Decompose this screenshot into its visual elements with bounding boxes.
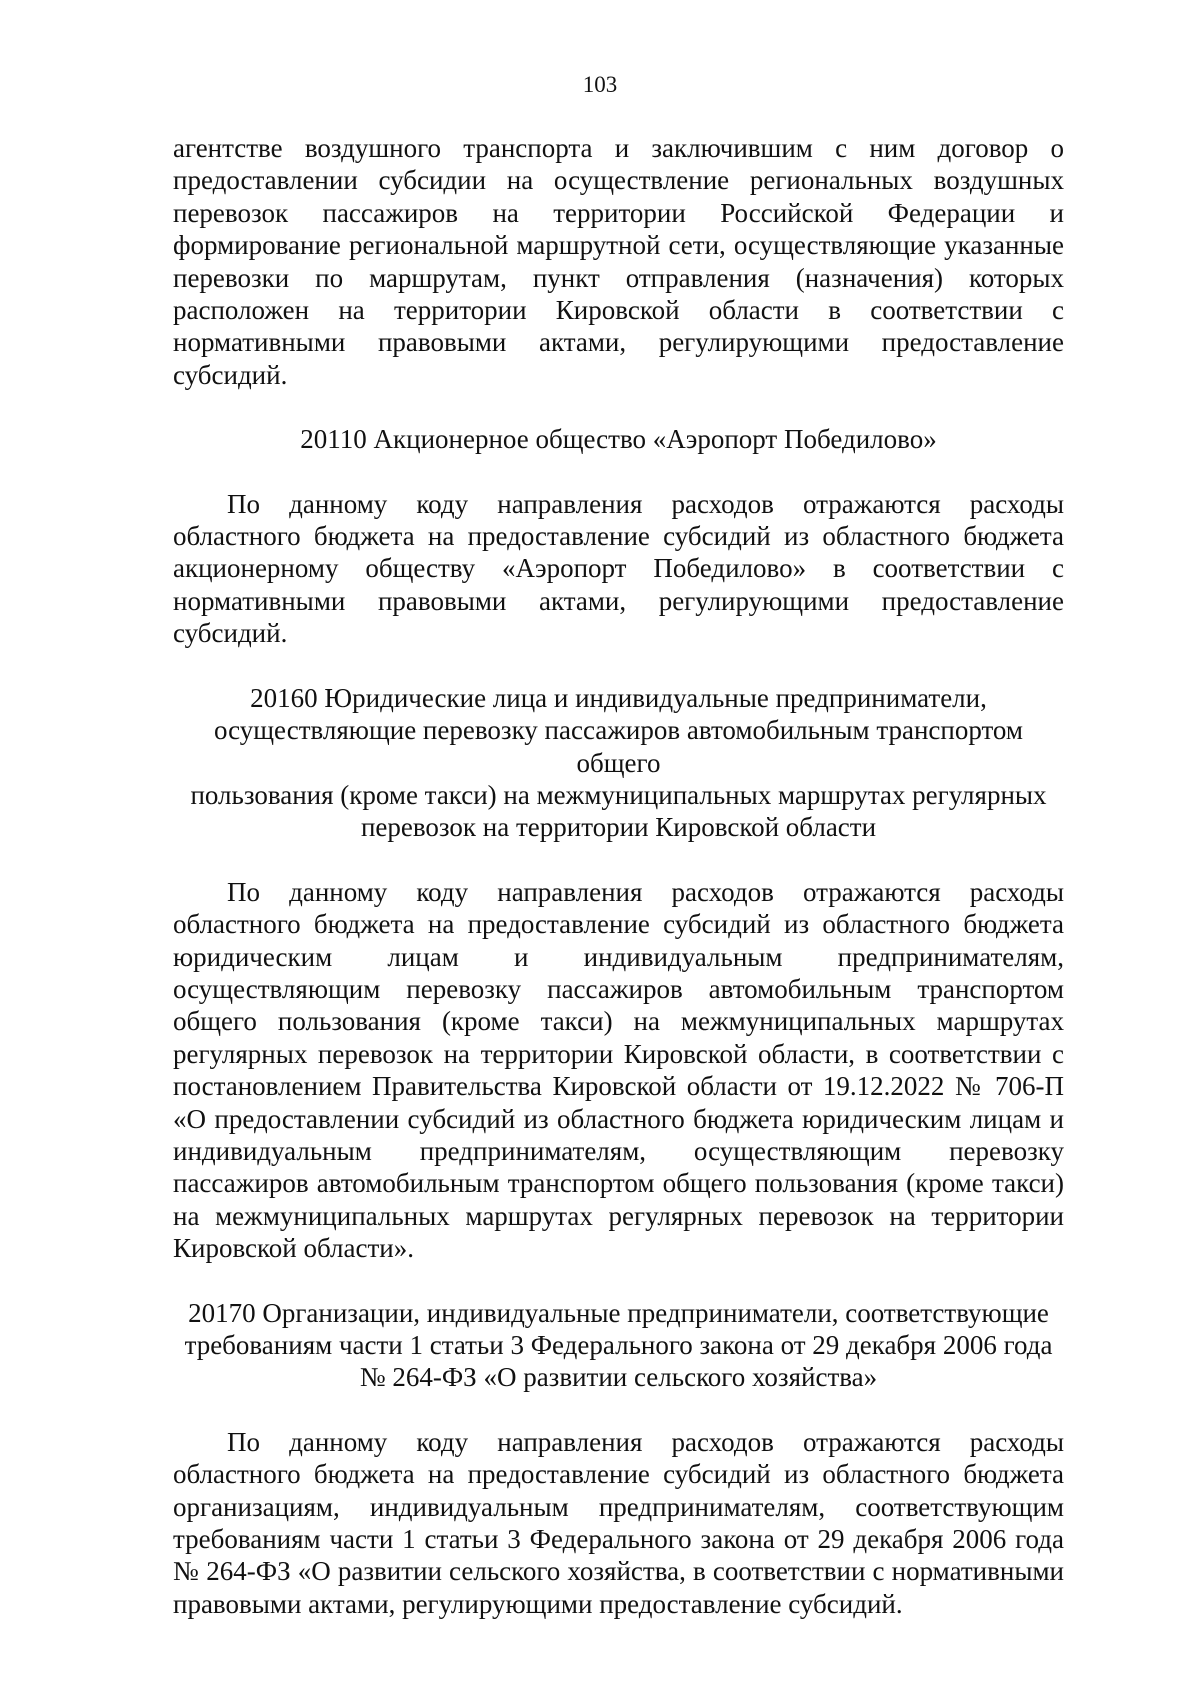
page-number: 103 — [582, 72, 618, 97]
heading-line: осуществляющие перевозку пассажиров автомобильным транспортом общего — [213, 715, 1024, 778]
paragraph-20160: По данному коду направления расходов отражаются расходы областного бюджета на предоставление субсидий из областного бюджета юридическим лицам и индивидуальным предпринимателям, осуществляющим перевозку пассажиров автомобильным транспортом общего пользования (кроме такси) на межмуниципальных маршрутах регулярных перевозок на территории Кировской области, в соответствии с постановлением Правительства Кировской области от 19.12.2022 № 706-П «О предоставлении субсидий из областного бюджета юридическим лицам и индивидуальным предпринимателям, осуществляющим перевозку пассажиров автомобильным транспортом общего пользования (кроме такси) на межмуниципальных маршрутах регулярных перевозок на территории Кировской области». — [173, 876, 1064, 1264]
paragraph-continuation: агентстве воздушного транспорта и заключившим с ним договор о предоставлении субсидии на осуществление региональных воздушных перевозок пассажиров на территории Российской Федерации и формирование региональной маршрутной сети, осуществляющие указанные перевозки по маршрутам, пункт отправления (назначения) которых расположен на территории Кировской области в соответствии с нормативными правовыми актами, регулирующими предоставление субсидий. — [173, 133, 1064, 390]
section-heading-20170 — [173, 1297, 1064, 1394]
heading-line: 20170 Организации, индивидуальные предприниматели, соответствующие — [188, 1297, 1049, 1328]
heading-line: пользования (кроме такси) на межмуниципальных маршрутах регулярных — [190, 779, 1047, 810]
paragraph-20110: По данному коду направления расходов отражаются расходы областного бюджета на предоставление субсидий из областного бюджета акционерному обществу «Аэропорт Победилово» в соответствии с нормативными правовыми актами, регулирующими предоставление субсидий. — [173, 488, 1064, 649]
section-heading-20110 — [173, 423, 1064, 455]
heading-line: перевозок на территории Кировской области — [360, 812, 877, 843]
heading-line: № 264-ФЗ «О развитии сельского хозяйства» — [359, 1362, 878, 1393]
document-body — [173, 132, 1064, 1620]
paragraph-20170: По данному коду направления расходов отражаются расходы областного бюджета на предоставление субсидий из областного бюджета организациям, индивидуальным предпринимателям, соответствующим требованиям части 1 статьи 3 Федерального закона от 29 декабря 2006 года № 264-ФЗ «О развитии сельского хозяйства, в соответствии с нормативными правовыми актами, регулирующими предоставление субсидий. — [173, 1426, 1064, 1619]
heading-line: 20110 Акционерное общество «Аэропорт Победилово» — [300, 424, 937, 455]
section-heading-20160 — [173, 682, 1064, 844]
heading-line: требованиям части 1 статьи 3 Федерального закона от 29 декабря 2006 года — [184, 1330, 1053, 1360]
heading-line: 20160 Юридические лица и индивидуальные предприниматели, — [250, 682, 987, 713]
